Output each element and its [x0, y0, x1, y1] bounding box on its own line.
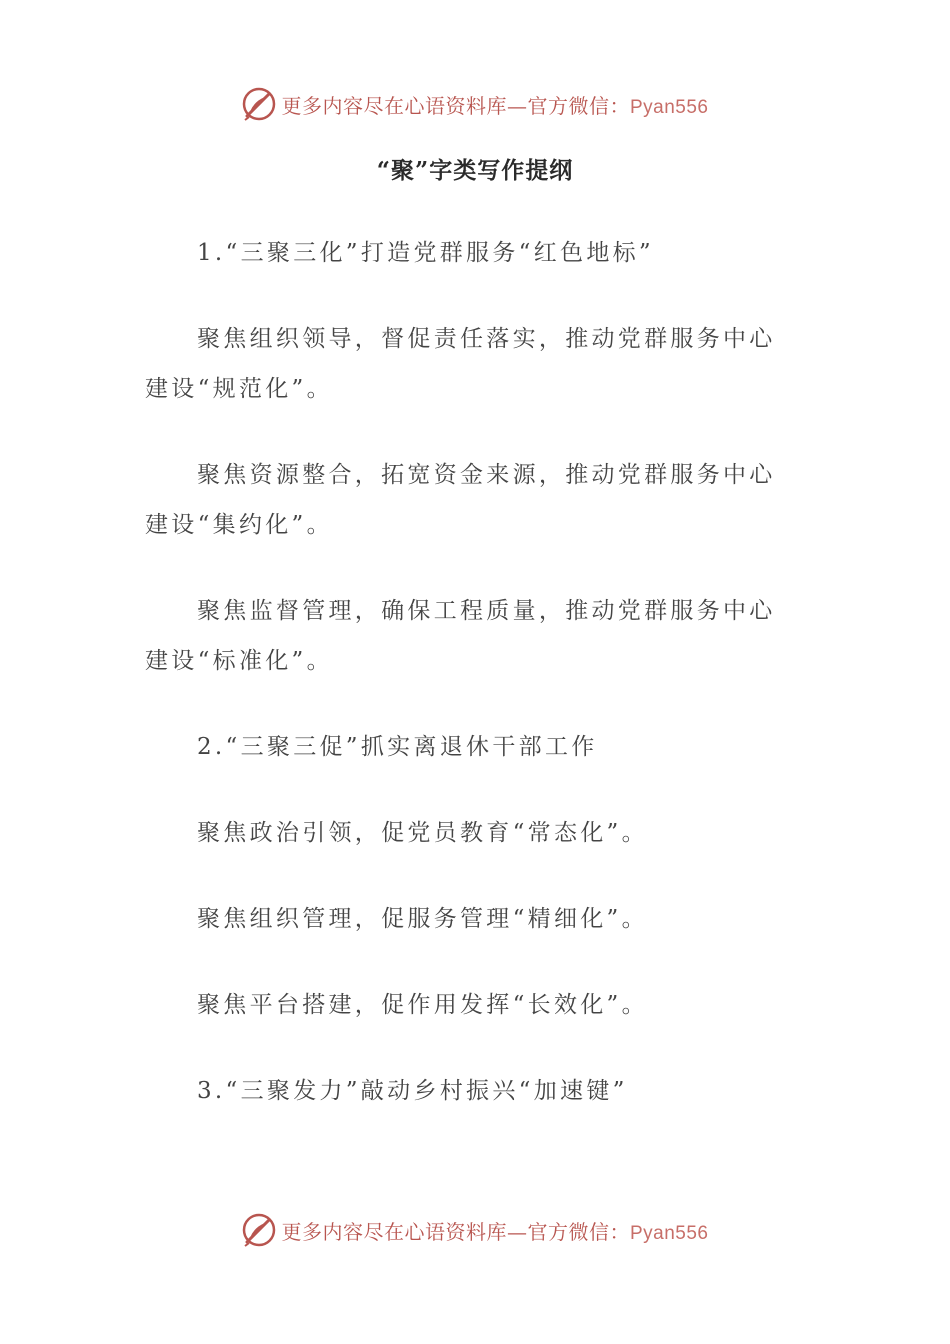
- watermark-text: 更多内容尽在心语资料库—官方微信：Pyan556: [281, 1219, 709, 1244]
- pen-logo-icon: [241, 1212, 277, 1248]
- header-watermark: [0, 82, 950, 126]
- paragraph: 聚焦资源整合，拓宽资金来源，推动党群服务中心建设“集约化”。: [145, 462, 776, 538]
- section-heading-2: 2.“三聚三促”抓实离退休干部工作: [197, 734, 598, 760]
- paragraph: 聚焦组织领导，督促责任落实，推动党群服务中心建设“规范化”。: [145, 326, 776, 402]
- pen-logo-icon: [241, 86, 277, 122]
- paragraph: 聚焦政治引领，促党员教育“常态化”。: [197, 820, 648, 846]
- watermark-text: 更多内容尽在心语资料库—官方微信：Pyan556: [281, 93, 709, 118]
- document-title: “聚”字类写作提纲: [376, 157, 574, 184]
- paragraph: 聚焦组织管理，促服务管理“精细化”。: [197, 906, 648, 932]
- section-heading-1: 1.“三聚三化”打造党群服务“红色地标”: [197, 240, 654, 266]
- paragraph: 聚焦平台搭建，促作用发挥“长效化”。: [197, 992, 648, 1018]
- paragraph: 聚焦监督管理，确保工程质量，推动党群服务中心建设“标准化”。: [145, 598, 776, 674]
- document-body: [145, 228, 785, 1152]
- footer-watermark: [0, 1208, 950, 1252]
- section-heading-3: 3.“三聚发力”敲动乡村振兴“加速键”: [197, 1078, 628, 1104]
